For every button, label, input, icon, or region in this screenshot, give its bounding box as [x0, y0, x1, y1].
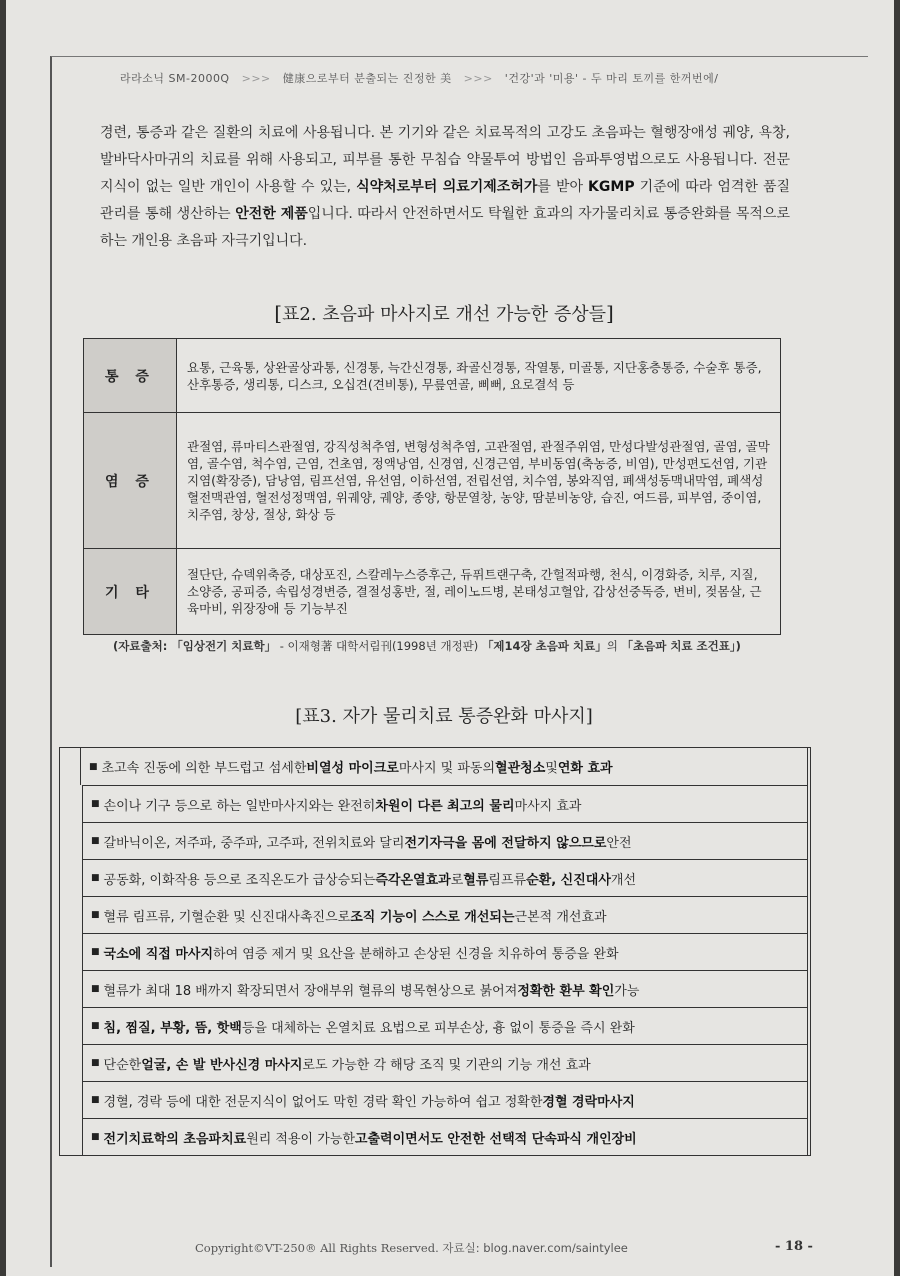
benefit-bold-text: 차원이 다른 최고의 물리: [375, 798, 515, 814]
benefit-text: 단순한: [103, 1057, 142, 1073]
table-row: [84, 549, 781, 635]
intro-bold-text: KGMP: [588, 179, 635, 195]
source-table: 「초음파 치료 조건표」: [621, 639, 736, 653]
bullet-icon: ■: [91, 947, 100, 957]
intro-text: 를 받아: [537, 179, 589, 195]
benefit-text: 공동화, 이화작용 등으로 조직온도가 급상승되는: [103, 872, 376, 888]
benefit-row: [82, 1118, 808, 1155]
benefit-text: 개선: [610, 872, 637, 888]
benefit-bold-text: 혈류: [463, 872, 489, 888]
intro-bold-text: 안전한 제품: [235, 206, 308, 222]
benefit-row: [80, 748, 808, 785]
footer: [195, 1240, 675, 1256]
benefit-row: [82, 1007, 808, 1044]
table-row: [84, 339, 781, 413]
benefit-row: [82, 822, 808, 859]
row-label: 통 증: [84, 339, 177, 413]
benefit-bold-text: 얼굴, 손 발 반사신경 마사지: [141, 1057, 303, 1073]
source-book: 「임상전기 치료학」: [171, 639, 277, 653]
benefit-text: 경혈, 경락 등에 대한 전문지식이 없어도 막힌 경락 확인 가능하여 쉽고 정확한: [103, 1094, 543, 1110]
benefit-bold-text: 경혈 경락마사지: [542, 1094, 635, 1110]
table2-title: [표2. 초음파 마사지로 개선 가능한 증상들]: [274, 301, 614, 325]
benefit-text: 림프류: [488, 872, 527, 888]
table2-title-text: 표2. 초음파 마사지로 개선 가능한 증상들: [282, 304, 606, 325]
benefit-bold-text: 정확한 환부 확인: [517, 983, 615, 999]
row-content: 관절염, 류마티스관절염, 강직성척추염, 변형성척추염, 고관절염, 관절주위염, 만성다발성관절염, 골염, 골막염, 골수염, 척수염, 근염, 건초염, 정액낭염, 신경염, 신경근염, 부비동염(축농증, 비염), 만성편도선염, 기관지염(확장증), 담낭염, 림프선염, 유선염, 이하선염, 전립선염, 치수염, 봉와직염, 폐색성동맥내막염, 폐색성혈전맥관염, 혈전성정맥염, 위궤양, 궤양, 종양, 항문열창, 농양, 땀분비농양, 습진, 여드름, 피부염, 중이염, 치주염, 창상, 절상, 화상 등: [177, 413, 781, 549]
row-content: 절단단, 슈덱위축증, 대상포진, 스칼레누스증후근, 듀퓌트랜구축, 간헐적파행, 천식, 이경화증, 치루, 지질, 소양증, 공피증, 속립성경변증, 결절성홍반, 절, 레이노드병, 본태성고혈압, 갑상선중독증, 변비, 젖몸살, 근육마비, 위장장애 등 기능부진: [177, 549, 781, 635]
benefit-text: 하여 염증 제거 및 요산을 분해하고 손상된 신경을 치유하여 통증을 완화: [213, 946, 619, 962]
benefit-row: [82, 785, 808, 822]
benefit-row: [82, 1044, 808, 1081]
benefit-bold-text: 전기자극을 몸에 전달하지 않으므로: [404, 835, 607, 851]
benefit-bold-text: 국소에 직접 마사지: [103, 946, 214, 962]
intro-bold-text: 식약처로부터 의료기제조허가: [356, 179, 538, 195]
row-content: 요통, 근육통, 상완골상과통, 신경통, 늑간신경통, 좌골신경통, 작열통, 미골통, 지단홍층통증, 수술후 통증, 산후통증, 생리통, 디스크, 오십견(견비통), 무릎연골, 삐뻐, 요로결석 등: [177, 339, 781, 413]
benefit-text: 혈류가 최대 18 배까지 확장되면서 장애부위 혈류의 병목현상으로 붉어져: [103, 983, 518, 999]
benefit-bold-text: 비열성 마이크로: [306, 761, 399, 776]
table3-title-text: 표3. 자가 물리치료 통증완화 마사지: [302, 706, 586, 727]
bullet-icon: ■: [91, 984, 100, 994]
benefit-bold-text: 전기치료학의 초음파치료: [103, 1131, 247, 1147]
bullet-icon: ■: [91, 1095, 100, 1105]
header-product: 라라소닉 SM-2000Q: [120, 72, 230, 85]
benefit-bold-text: 순환, 신진대사: [526, 872, 611, 888]
copyright-text: Copyright©VT-250® All Rights Reserved.: [195, 1241, 439, 1255]
benefit-row: [82, 896, 808, 933]
bullet-icon: ■: [91, 836, 100, 846]
source-prefix: (자료출처:: [113, 639, 172, 653]
benefit-row: [82, 970, 808, 1007]
benefit-text: 갈바닉이온, 저주파, 중주파, 고주파, 전위치료와 달리: [103, 835, 405, 851]
benefit-text: 초고속 진동에 의한 부드럽고 섬세한: [101, 761, 307, 776]
benefit-text: 및: [545, 761, 558, 776]
header-tagline: '건강'과 '미용' - 두 마리 토끼를 한꺼번에/: [504, 72, 719, 85]
benefit-row: [82, 1081, 808, 1118]
source-suffix: ): [735, 639, 741, 653]
intro-text: 기준에 따라 엄격한 품질관리를 통해 생산하는: [100, 179, 790, 222]
bullet-icon: ■: [91, 799, 100, 809]
benefit-bold-text: 혈관청소: [495, 761, 546, 776]
header-slogan: 健康으로부터 분출되는 진정한 美: [282, 72, 452, 85]
intro-text: 입니다. 따라서 안전하면서도 탁월한 효과의 자가물리치료 통증완화를 목적으로 하는 개인용 초음파 자극기입니다.: [100, 206, 790, 249]
bullet-icon: ■: [91, 1058, 100, 1068]
source-chapter: 「제14장 초음파 치료」: [481, 639, 607, 653]
benefit-bold-text: 침, 찜질, 부황, 뜸, 핫백: [103, 1020, 242, 1036]
row-label: 염 증: [84, 413, 177, 549]
benefit-text: 로: [450, 872, 464, 888]
intro-text: 경련, 통증과 같은 질환의 치료에 사용됩니다. 본 기기와 같은 치료목적의 고강도 초음파는 혈행장애성 궤양, 욕창, 발바닥사마귀의 치료를 위해 사용되고, 피부를 통한 무침습 약물투여 방법인 음파투영법으로도 사용됩니다. 전문지식이 없는 일반 개인이 사용할 수 있는,: [100, 125, 790, 195]
benefit-text: 등을 대체하는 온열치료 요법으로 피부손상, 흉 없이 통증을 즉시 완화: [241, 1020, 635, 1036]
running-header: [120, 70, 840, 86]
source-connector: 의: [606, 639, 622, 653]
table3-title: [표3. 자가 물리치료 통증완화 마사지]: [295, 706, 593, 727]
row-label: 기 타: [84, 549, 177, 635]
benefit-row: [82, 933, 808, 970]
intro-paragraph: [100, 120, 790, 255]
benefit-bold-text: 연화 효과: [557, 761, 613, 776]
header-separator: >>>: [241, 72, 271, 85]
benefit-text: 원리 적용이 가능한: [246, 1131, 355, 1147]
benefit-row: [82, 859, 808, 896]
page-number: - 18 -: [775, 1239, 813, 1254]
footer-source: 자료실: blog.naver.com/saintylee: [442, 1241, 628, 1255]
header-separator: >>>: [463, 72, 493, 85]
benefit-text: 손이나 기구 등으로 하는 일반마사지와는 완전히: [103, 798, 376, 814]
benefit-bold-text: 고출력이면서도 안전한 선택적 단속파식 개인장비: [354, 1131, 637, 1147]
benefit-text: 마사지 효과: [514, 798, 582, 814]
benefit-bold-text: 조직 기능이 스스로 개선되는: [350, 909, 515, 925]
benefit-text: 로도 가능한 각 해당 조직 및 기관의 기능 개선 효과: [302, 1057, 591, 1073]
massage-benefits-table: [59, 747, 811, 1156]
benefit-text: 안전: [606, 835, 632, 851]
benefit-text: 마사지 및 파동의: [398, 761, 496, 776]
benefit-text: 가능: [614, 983, 640, 999]
benefit-text: 근본적 개선효과: [514, 909, 607, 925]
source-citation: [113, 637, 773, 656]
table-row: [84, 413, 781, 549]
bullet-icon: ■: [91, 1021, 100, 1031]
bullet-icon: ■: [91, 873, 100, 883]
symptoms-table: [83, 338, 781, 635]
bullet-icon: ■: [89, 761, 98, 772]
benefit-bold-text: 즉각온열효과: [375, 872, 451, 888]
source-author: - 이재형著 대학서림刊(1998년 개정판): [276, 639, 482, 653]
bullet-icon: ■: [91, 910, 100, 920]
benefit-text: 혈류 림프류, 기혈순환 및 신진대사촉진으로: [103, 909, 351, 925]
bullet-icon: ■: [91, 1132, 100, 1142]
